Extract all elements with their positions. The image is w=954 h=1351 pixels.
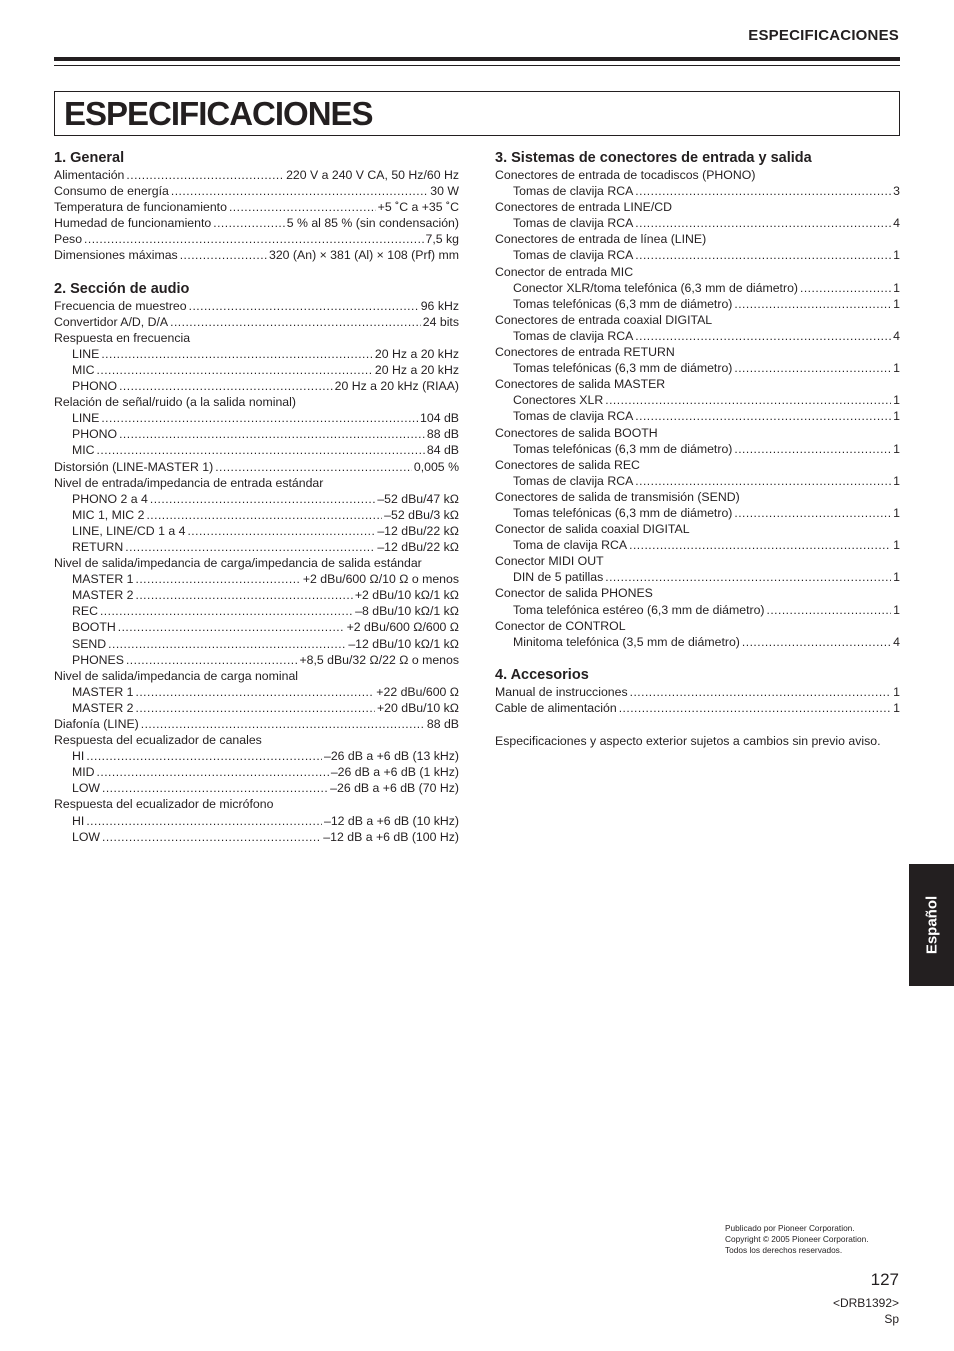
spec-row (54, 700, 459, 716)
spec-label: Conectores de entrada RETURN (495, 345, 675, 360)
spec-label: Nivel de salida/impedancia de carga nominal (54, 668, 299, 683)
spec-label: Cable de alimentación (495, 700, 617, 715)
spec-label: Tomas telefónicas (6,3 mm de diámetro) (513, 296, 733, 311)
spec-label: Tomas de clavija RCA (513, 328, 634, 343)
spec-label: Manual de instrucciones (495, 684, 628, 699)
dot-leader (630, 684, 892, 700)
spec-value: –8 dBu/10 kΩ/1 kΩ (355, 604, 459, 619)
spec-row (54, 507, 459, 523)
spec-value: +2 dBu/600 Ω/600 Ω (346, 620, 459, 635)
dot-leader (97, 362, 373, 378)
spec-row (495, 264, 900, 280)
spec-label: Tomas de clavija RCA (513, 409, 634, 424)
spec-row (495, 521, 900, 537)
spec-label: Distorsión (LINE-MASTER 1) (54, 459, 214, 474)
language-tab (909, 864, 954, 986)
spec-row (54, 215, 459, 231)
spec-row (54, 748, 459, 764)
spec-row (495, 215, 900, 231)
spec-value: 5 % al 85 % (sin condensación) (286, 216, 459, 231)
spec-row (54, 732, 459, 748)
spec-value: 3 (893, 184, 900, 199)
spec-value: 84 dB (426, 443, 459, 458)
dot-leader (101, 410, 418, 426)
spec-label: HI (72, 749, 85, 764)
spec-row (54, 603, 459, 619)
dot-leader (146, 507, 382, 523)
spec-row (495, 199, 900, 215)
dot-leader (635, 408, 891, 424)
spec-value: –12 dB a +6 dB (100 Hz) (323, 829, 459, 844)
spec-label: MASTER 2 (72, 700, 134, 715)
spec-value: +5 ˚C a +35 ˚C (377, 200, 459, 215)
spec-row (54, 346, 459, 362)
spec-row (54, 668, 459, 684)
spec-row (54, 199, 459, 215)
dot-leader (101, 346, 373, 362)
dot-leader (635, 183, 891, 199)
spec-label: Conector XLR/toma telefónica (6,3 mm de diámetro) (513, 280, 799, 295)
spec-value: –52 dBu/47 kΩ (377, 491, 459, 506)
spec-row (54, 183, 459, 199)
spec-label: Conectores de entrada LINE/CD (495, 200, 673, 215)
spec-value: –12 dB a +6 dB (10 kHz) (323, 813, 459, 828)
spec-value: 1 (893, 441, 900, 456)
spec-label: REC (72, 604, 98, 619)
spec-row (495, 585, 900, 601)
spec-row (495, 634, 900, 650)
spec-label: Dimensiones máximas (54, 248, 178, 263)
spec-row (54, 426, 459, 442)
spec-value: 104 dB (420, 411, 459, 426)
spec-row (495, 505, 900, 521)
spec-value: +2 dBu/600 Ω/10 Ω o menos (302, 572, 459, 587)
spec-label: Nivel de salida/impedancia de carga/impedancia de salida estándar (54, 556, 422, 571)
spec-label: MIC (72, 443, 95, 458)
spec-row (495, 231, 900, 247)
spec-label: MASTER 1 (72, 572, 134, 587)
section-spacer (54, 264, 459, 281)
dot-leader (136, 684, 375, 700)
copyright-line: Copyright © 2005 Pioneer Corporation. (725, 1234, 869, 1245)
spec-label: Conectores XLR (513, 393, 604, 408)
dot-leader (619, 700, 891, 716)
spec-value: 24 bits (422, 314, 459, 329)
spec-label: Conectores de entrada de tocadiscos (PHONO) (495, 168, 756, 182)
spec-row (54, 298, 459, 314)
spec-value: 1 (893, 296, 900, 311)
spec-row (495, 473, 900, 489)
dot-leader (229, 199, 376, 215)
spec-row (54, 813, 459, 829)
header-rule-thin (54, 65, 900, 66)
spec-row (54, 764, 459, 780)
dot-leader (119, 426, 425, 442)
dot-leader (136, 587, 353, 603)
dot-leader (118, 619, 345, 635)
spec-row (54, 231, 459, 247)
spec-label: Tomas telefónicas (6,3 mm de diámetro) (513, 505, 733, 520)
spec-row (495, 441, 900, 457)
spec-value: +22 dBu/600 Ω (376, 684, 459, 699)
spec-label: Nivel de entrada/impedancia de entrada estándar (54, 475, 324, 490)
spec-value: 1 (893, 393, 900, 408)
dot-leader (119, 378, 333, 394)
rights-line: Todos los derechos reservados. (725, 1245, 843, 1256)
spec-row (54, 716, 459, 732)
spec-row (495, 247, 900, 263)
spec-label: SEND (72, 636, 107, 651)
dot-leader (635, 328, 891, 344)
section-spacer (495, 650, 900, 667)
spec-row (54, 330, 459, 346)
spec-row (54, 362, 459, 378)
right-column (495, 150, 900, 749)
spec-label: HI (72, 813, 85, 828)
spec-label: RETURN (72, 539, 124, 554)
spec-row (54, 796, 459, 812)
dot-leader (767, 602, 892, 618)
spec-row (54, 442, 459, 458)
spec-label: Tomas telefónicas (6,3 mm de diámetro) (513, 441, 733, 456)
spec-value: 1 (893, 570, 900, 585)
dot-leader (605, 569, 891, 585)
spec-value: 0,005 % (413, 459, 459, 474)
spec-value: 20 Hz a 20 kHz (RIAA) (334, 379, 459, 394)
dot-leader (136, 571, 301, 587)
spec-row (54, 247, 459, 263)
spec-value: 1 (893, 409, 900, 424)
spec-value: 4 (893, 216, 900, 231)
spec-row (495, 408, 900, 424)
spec-row (495, 537, 900, 553)
spec-row (495, 296, 900, 312)
spec-label: MIC (72, 362, 95, 377)
spec-row (54, 314, 459, 330)
spec-label: Peso (54, 232, 83, 247)
spec-row (54, 571, 459, 587)
spec-value: +20 dBu/10 kΩ (376, 700, 459, 715)
spec-label: Respuesta del ecualizador de canales (54, 733, 262, 748)
spec-label: PHONO 2 a 4 (72, 491, 148, 506)
dot-leader (605, 392, 891, 408)
spec-row (495, 392, 900, 408)
spec-label: LINE, LINE/CD 1 a 4 (72, 523, 186, 538)
page-title-box (54, 91, 900, 136)
spec-label: Tomas de clavija RCA (513, 184, 634, 199)
document-code (833, 1295, 899, 1327)
spec-label: Conectores de salida REC (495, 457, 640, 472)
spec-label: Toma telefónica estéreo (6,3 mm de diámetro) (513, 602, 765, 617)
spec-row (54, 555, 459, 571)
spec-row (495, 489, 900, 505)
spec-label: Conector MIDI OUT (495, 554, 604, 569)
spec-value: +2 dBu/10 kΩ/1 kΩ (354, 588, 459, 603)
dot-leader (102, 780, 328, 796)
spec-value: 1 (893, 684, 900, 699)
spec-value: +8,5 dBu/32 Ω/22 Ω o menos (299, 652, 459, 667)
section-title: 3. Sistemas de conectores de entrada y salida (495, 150, 812, 166)
spec-value: –26 dB a +6 dB (1 kHz) (330, 765, 459, 780)
spec-value: 1 (893, 602, 900, 617)
dot-leader (126, 652, 298, 668)
spec-label: Tomas de clavija RCA (513, 248, 634, 263)
spec-value: 88 dB (426, 427, 459, 442)
spec-row (54, 539, 459, 555)
spec-label: MID (72, 765, 95, 780)
dot-leader (187, 523, 375, 539)
dot-leader (100, 603, 353, 619)
spec-row (54, 378, 459, 394)
spec-label: LOW (72, 829, 101, 844)
spec-label: Conector de entrada MIC (495, 264, 634, 279)
publisher-info (725, 1223, 869, 1257)
spec-label: Respuesta del ecualizador de micrófono (54, 797, 274, 812)
spec-label: PHONO (72, 379, 118, 394)
dot-leader (141, 716, 425, 732)
dot-leader (170, 314, 421, 330)
dot-leader (742, 634, 891, 650)
publisher-line: Publicado por Pioneer Corporation. (725, 1223, 855, 1233)
dot-leader (215, 459, 412, 475)
header-title: ESPECIFICACIONES (748, 27, 899, 44)
spec-value: 1 (893, 361, 900, 376)
spec-label: Convertidor A/D, D/A (54, 314, 169, 329)
page-number: 127 (870, 1270, 899, 1289)
dot-leader (734, 505, 891, 521)
spec-row (54, 619, 459, 635)
header-rule-thick (54, 57, 900, 61)
spec-row (54, 652, 459, 668)
dot-leader (86, 813, 322, 829)
spec-row (54, 394, 459, 410)
spec-row (495, 425, 900, 441)
spec-row (54, 459, 459, 475)
dot-leader (126, 167, 284, 183)
spec-label: PHONO (72, 427, 118, 442)
spec-row (54, 780, 459, 796)
dot-leader (734, 296, 891, 312)
spec-row (495, 457, 900, 473)
dot-leader (734, 441, 891, 457)
spec-row (495, 700, 900, 716)
dot-leader (213, 215, 285, 231)
dot-leader (86, 748, 322, 764)
spec-row (495, 602, 900, 618)
spec-row (54, 829, 459, 845)
spec-value: 30 W (430, 184, 459, 199)
spec-value: 7,5 kg (425, 232, 459, 247)
spec-row (495, 360, 900, 376)
dot-leader (136, 700, 375, 716)
spec-label: Conector de salida PHONES (495, 586, 653, 601)
spec-value: –12 dBu/22 kΩ (377, 523, 459, 538)
section-title: 1. General (54, 150, 125, 166)
spec-row (54, 491, 459, 507)
language-tab-label: Español (923, 895, 940, 955)
spec-value: 1 (893, 280, 900, 295)
spec-row (54, 636, 459, 652)
dot-leader (629, 537, 891, 553)
spec-row (495, 553, 900, 569)
spec-row (54, 523, 459, 539)
spec-label: LINE (72, 346, 100, 361)
spec-label: Toma de clavija RCA (513, 538, 628, 553)
dot-leader (800, 280, 891, 296)
dot-leader (635, 215, 891, 231)
left-column (54, 150, 459, 845)
spec-value: 4 (893, 634, 900, 649)
spec-value: –12 dBu/22 kΩ (377, 539, 459, 554)
spec-label: Tomas telefónicas (6,3 mm de diámetro) (513, 361, 733, 376)
spec-label: Conector de CONTROL (495, 618, 626, 633)
spec-row (54, 410, 459, 426)
spec-value: –12 dBu/10 kΩ/1 kΩ (348, 636, 459, 651)
spec-label: Temperatura de funcionamiento (54, 200, 227, 215)
section-title: 4. Accesorios (495, 666, 589, 683)
spec-row (495, 280, 900, 296)
dot-leader (97, 764, 329, 780)
spec-label: Conectores de salida BOOTH (495, 425, 658, 440)
doc-code: <DRB1392> (832, 1296, 899, 1310)
spec-value: 96 kHz (420, 298, 459, 313)
dot-leader (150, 491, 375, 507)
spec-label: LOW (72, 781, 101, 796)
spec-row (54, 167, 459, 183)
spec-value: 88 dB (426, 717, 459, 731)
spec-row (54, 587, 459, 603)
spec-value: 1 (893, 248, 900, 263)
spec-label: Tomas de clavija RCA (513, 216, 634, 231)
spec-value: 220 V a 240 V CA, 50 Hz/60 Hz (286, 168, 459, 182)
spec-row (495, 344, 900, 360)
spec-label: Conectores de entrada de línea (LINE) (495, 232, 707, 247)
dot-leader (635, 473, 891, 489)
spec-row (495, 569, 900, 585)
dot-leader (108, 636, 346, 652)
spec-row (495, 312, 900, 328)
dot-leader (84, 231, 423, 247)
spec-row (495, 167, 900, 183)
dot-leader (171, 183, 428, 199)
spec-row (495, 376, 900, 392)
dot-leader (734, 360, 891, 376)
spec-label: MASTER 2 (72, 588, 134, 603)
spec-label: Tomas de clavija RCA (513, 473, 634, 488)
spec-label: Alimentación (54, 168, 125, 182)
page-title: ESPECIFICACIONES (64, 95, 373, 132)
spec-row (54, 475, 459, 491)
spec-value: –26 dB a +6 dB (70 Hz) (330, 781, 459, 796)
spec-value: –52 dBu/3 kΩ (384, 507, 459, 522)
spec-value: 1 (893, 538, 900, 553)
dot-leader (102, 829, 321, 845)
lang-code: Sp (884, 1312, 899, 1326)
dot-leader (125, 539, 375, 555)
spec-label: Relación de señal/ruido (a la salida nominal) (54, 395, 296, 410)
spec-label: Conector de salida coaxial DIGITAL (495, 522, 690, 537)
spec-row (54, 684, 459, 700)
dot-leader (97, 442, 425, 458)
spec-row (495, 328, 900, 344)
spec-label: LINE (72, 411, 100, 426)
dot-leader (180, 247, 267, 263)
spec-label: Conectores de salida MASTER (495, 377, 666, 392)
spec-value: 1 (893, 505, 900, 520)
spec-label: Minitoma telefónica (3,5 mm de diámetro) (513, 634, 740, 649)
spec-label: MIC 1, MIC 2 (72, 507, 145, 522)
spec-label: DIN de 5 patillas (513, 570, 604, 585)
spec-label: Diafonía (LINE) (54, 717, 139, 731)
section-title: 2. Sección de audio (54, 280, 190, 297)
spec-label: BOOTH (72, 620, 116, 635)
spec-label: PHONES (72, 652, 124, 667)
spec-label: Conectores de entrada coaxial DIGITAL (495, 312, 713, 327)
spec-row (495, 618, 900, 634)
spec-label: Respuesta en frecuencia (54, 330, 191, 345)
dot-leader (189, 298, 419, 314)
spec-label: Humedad de funcionamiento (54, 216, 212, 231)
specifications-note: Especificaciones y aspecto exterior sujetos a cambios sin previo aviso. (495, 734, 881, 748)
spec-label: Frecuencia de muestreo (54, 298, 187, 313)
spec-value: 20 Hz a 20 kHz (374, 362, 459, 377)
spec-value: 1 (893, 473, 900, 488)
spec-value: 1 (893, 700, 900, 715)
spec-value: 20 Hz a 20 kHz (374, 346, 459, 361)
spec-row (495, 183, 900, 199)
spec-label: MASTER 1 (72, 684, 134, 699)
spec-value: –26 dB a +6 dB (13 kHz) (323, 749, 459, 764)
spec-label: Consumo de energía (54, 184, 169, 199)
spec-label: Conectores de salida de transmisión (SEND) (495, 489, 740, 504)
spec-row (495, 684, 900, 700)
spec-value: 4 (893, 328, 900, 343)
dot-leader (635, 247, 891, 263)
spec-value: 320 (An) × 381 (Al) × 108 (Prf) mm (269, 248, 459, 263)
